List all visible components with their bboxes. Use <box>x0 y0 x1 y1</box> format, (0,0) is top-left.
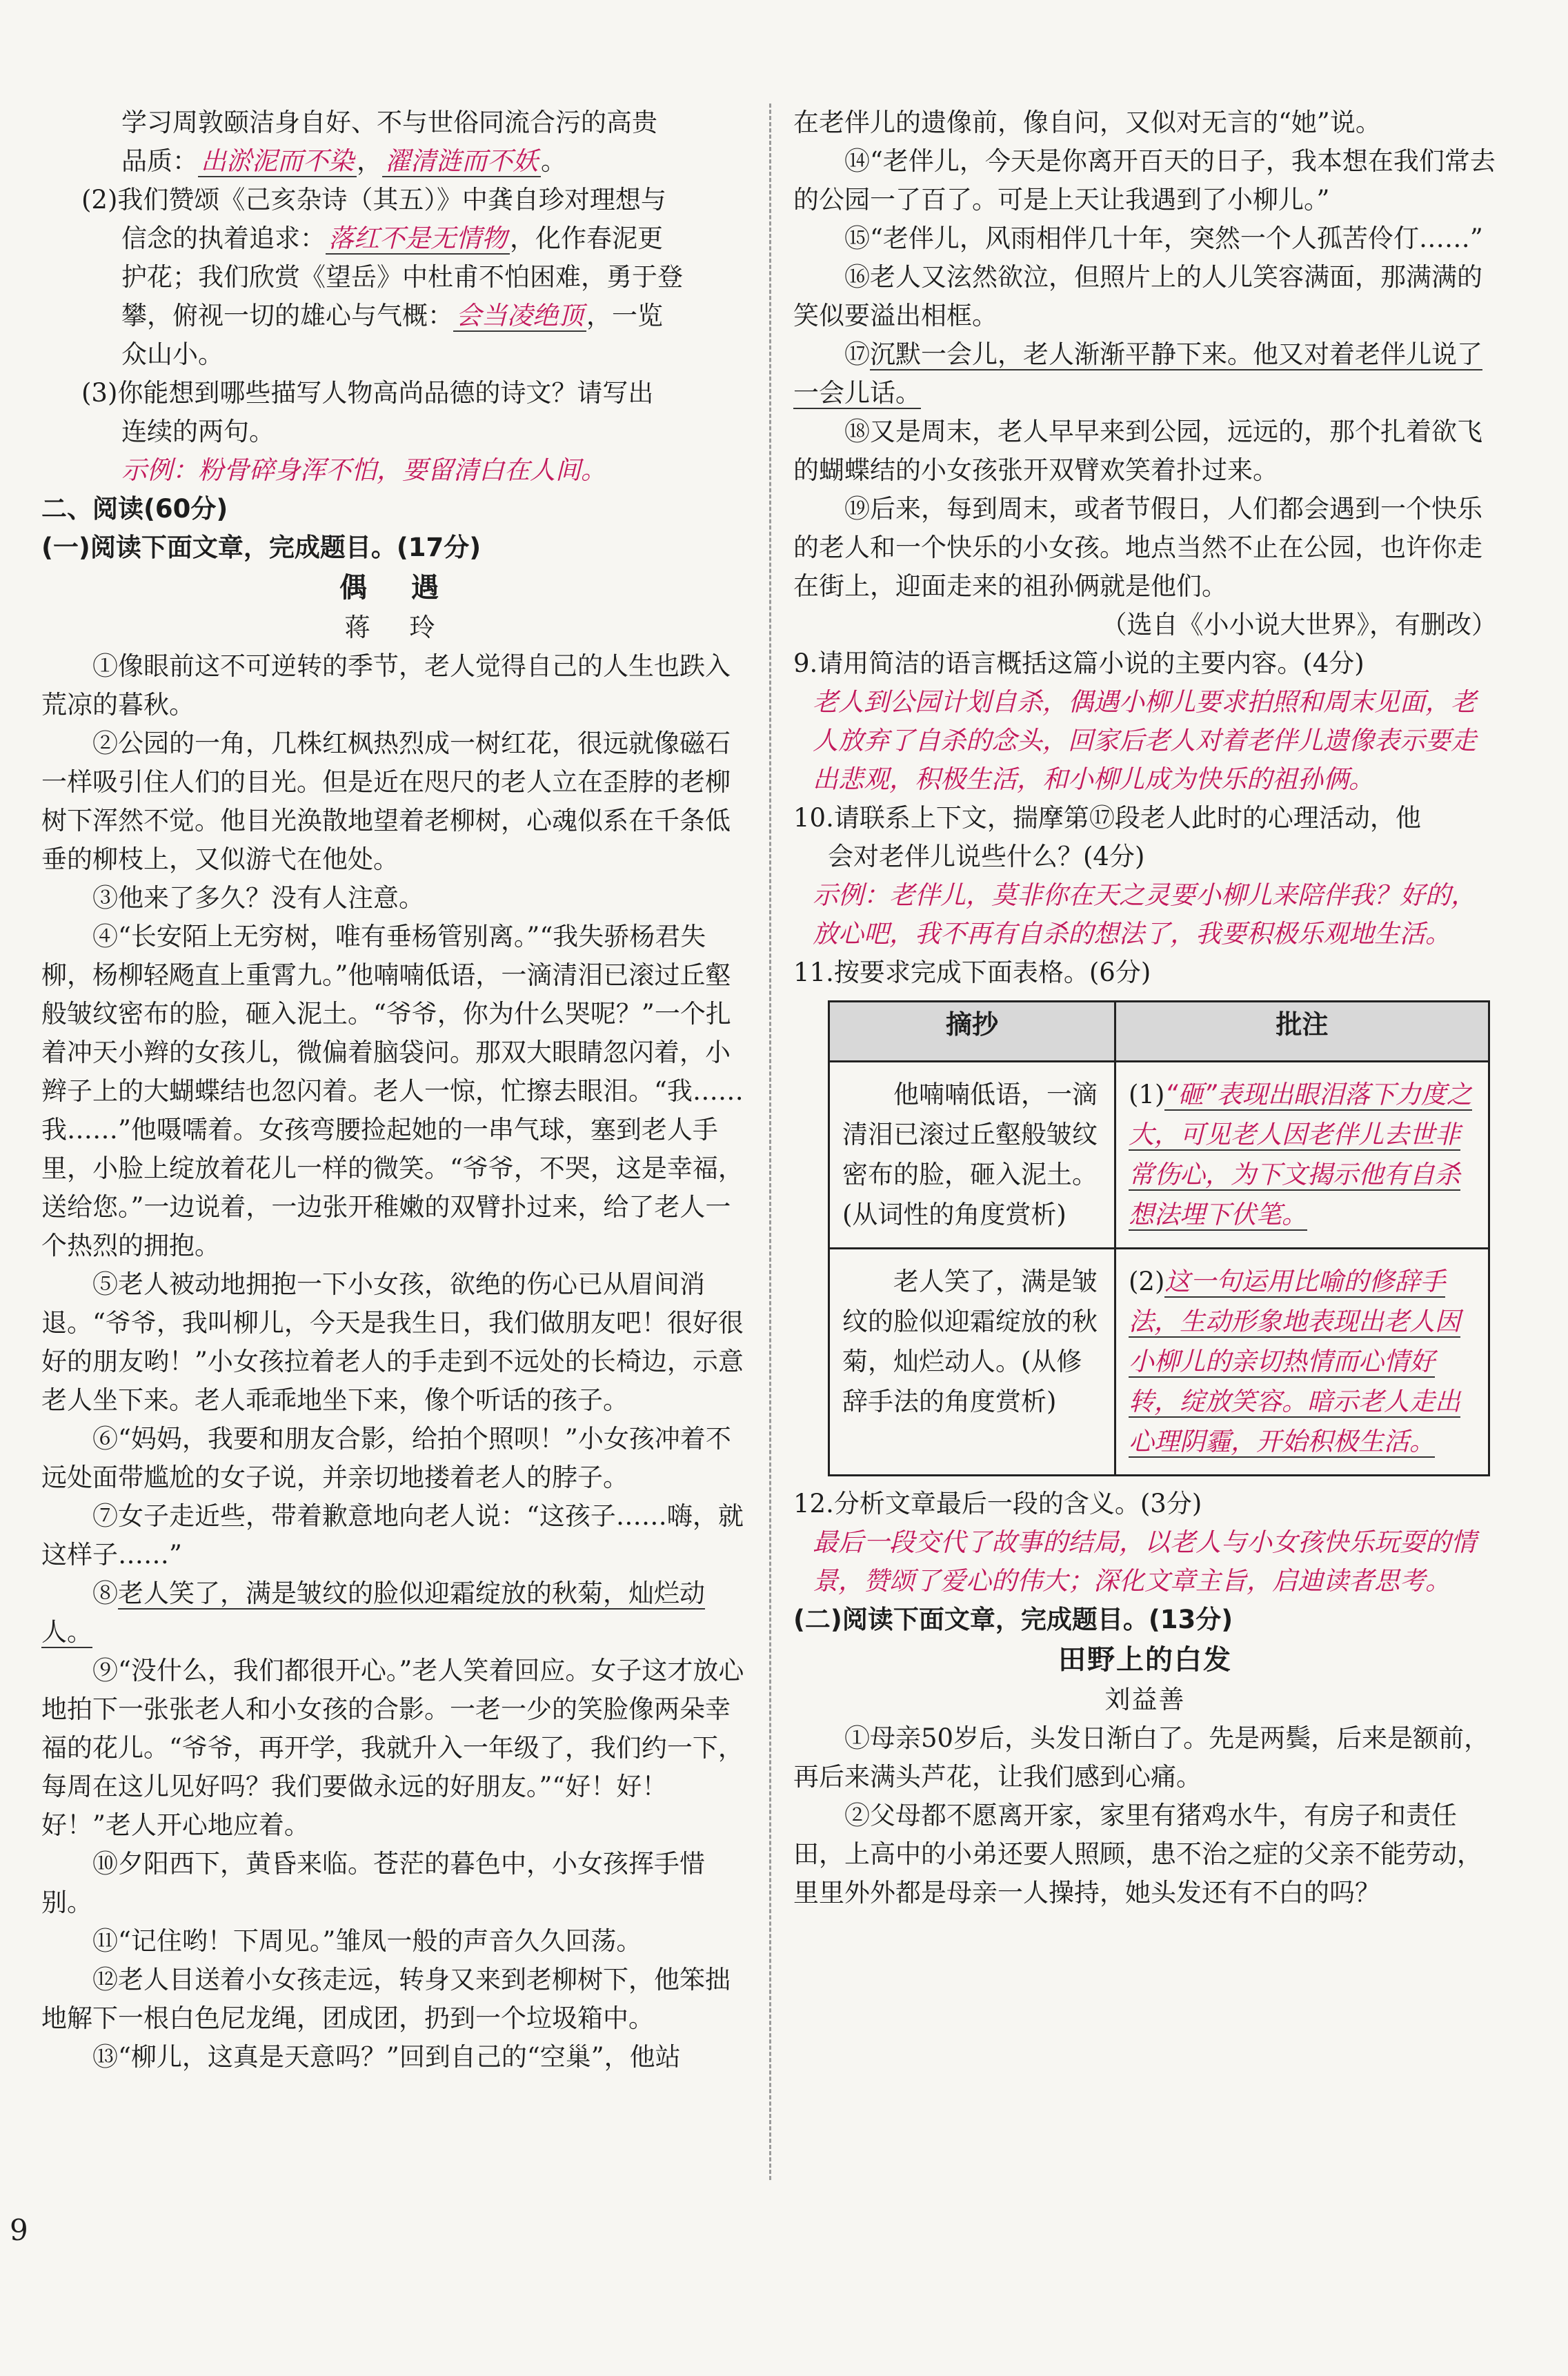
paragraph: ⑧老人笑了，满是皱纹的脸似迎霜绽放的秋菊，灿烂动人。 <box>41 1578 705 1647</box>
paragraph: ⑩夕阳西下，黄昏来临。苍茫的暮色中，小女孩挥手惜别。 <box>41 1849 705 1917</box>
table-cell: (1)“砸”表现出眼泪落下力度之大，可见老人因老伴儿去世非常伤心，为下文揭示他有自杀想法埋下伏笔。 <box>1115 1062 1489 1249</box>
underlined-sentence: 沉默一会儿，老人渐渐平静下来。他又对着老伴儿说了一会儿话。 <box>793 339 1482 408</box>
paragraph: ⑪“记住哟！下周见。”雏凤一般的声音久久回荡。 <box>92 1926 642 1956</box>
answer: 濯清涟而不妖 <box>382 146 541 177</box>
answer: “砸”表现出眼泪落下力度之大，可见老人因老伴儿去世非常伤心，为下文揭示他有自杀想法埋下伏笔。 <box>1129 1080 1472 1229</box>
question-2: (2)我们赞颂《己亥杂诗（其五）》中龚自珍对理想与 <box>81 185 666 215</box>
table-row <box>829 1249 1489 1476</box>
article-title: 田野上的白发 <box>1058 1644 1232 1676</box>
paragraph: ⑲后来，每到周末，或者节假日，人们都会遇到一个快乐的老人和一个快乐的小女孩。地点当然不止在公园，也许你走在街上，迎面走来的祖孙俩就是他们。 <box>793 494 1482 601</box>
right-column <box>793 103 1497 1912</box>
text-line: 连续的两句。 <box>121 417 275 446</box>
annotation-table <box>828 1000 1490 1476</box>
paragraph: ⑰沉默一会儿，老人渐渐平静下来。他又对着老伴儿说了一会儿话。 <box>793 339 1482 408</box>
table-header: 摘抄 <box>829 1002 1115 1062</box>
underlined-sentence: 老人笑了，满是皱纹的脸似迎霜绽放的秋菊，灿烂动人。 <box>41 1578 705 1647</box>
answer: 老人到公园计划自杀，偶遇小柳儿要求拍照和周末见面，老人放弃了自杀的念头，回家后老人对着老伴儿遗像表示要走出悲观，积极生活，和小柳儿成为快乐的祖孙俩。 <box>813 687 1476 794</box>
question-11: 11.按要求完成下面表格。(6分) <box>793 958 1151 987</box>
page-number: 9 <box>10 2213 28 2247</box>
text-line: 众山小。 <box>121 339 224 369</box>
section-heading: (一)阅读下面文章，完成题目。(17分) <box>41 533 482 562</box>
paragraph: ①母亲50岁后，头发日渐白了。先是两鬓，后来是额前，再后来满头芦花，让我们感到心痛。 <box>793 1723 1490 1792</box>
text-line: 会对老伴儿说些什么？(4分) <box>828 842 1145 871</box>
paragraph: 在老伴儿的遗像前，像自问，又似对无言的“她”说。 <box>793 108 1381 137</box>
paragraph: ③他来了多久？没有人注意。 <box>92 883 424 913</box>
source-note: （选自《小小说大世界》，有删改） <box>1101 610 1497 640</box>
answer: 示例：粉骨碎身浑不怕，要留清白在人间。 <box>121 455 606 485</box>
answer: 会当凌绝顶 <box>453 301 586 332</box>
section-heading: (二)阅读下面文章，完成题目。(13分) <box>793 1605 1233 1634</box>
paragraph: ⑦女子走近些，带着歉意地向老人说：“这孩子……嗨，就这样子……” <box>41 1501 744 1570</box>
paragraph: ⑥“妈妈，我要和朋友合影，给拍个照呗！”小女孩冲着不远处面带尴尬的女子说，并亲切地搂着老人的脖子。 <box>41 1424 731 1492</box>
answer: 示例：老伴儿，莫非你在天之灵要小柳儿来陪伴我？好的，放心吧，我不再有自杀的想法了，我要积极乐观地生活。 <box>813 880 1476 949</box>
section-heading: 二、阅读(60分) <box>41 494 228 524</box>
question-3: (3)你能想到哪些描写人物高尚品德的诗文？请写出 <box>81 378 654 408</box>
left-column <box>41 103 745 2077</box>
answer: 落红不是无情物 <box>326 224 510 255</box>
paragraph: ⑬“柳儿，这真是天意吗？”回到自己的“空巢”，他站 <box>92 2042 681 2072</box>
table-header: 批注 <box>1115 1002 1489 1062</box>
answer: 最后一段交代了故事的结局，以老人与小女孩快乐玩耍的情景，赞颂了爱心的伟大；深化文章主旨，启迪读者思考。 <box>813 1527 1476 1596</box>
text-line: 护花；我们欣赏《望岳》中杜甫不怕困难，勇于登 <box>121 262 683 292</box>
text-line: 品质： 出淤泥而不染 ， 濯清涟而不妖 。 <box>121 146 566 176</box>
question-10: 10.请联系上下文，揣摩第⑰段老人此时的心理活动，他 <box>793 803 1421 833</box>
paragraph: ②公园的一角，几株红枫热烈成一树红花，很远就像磁石一样吸引住人们的目光。但是近在咫尺的老人立在歪脖的老柳树下浑然不觉。他目光涣散地望着老柳树，心魂似系在千条低垂的柳枝上，又似游弋在他处。 <box>41 729 731 874</box>
table-cell: 他喃喃低语，一滴清泪已滚过丘壑般皱纹密布的脸，砸入泥土。(从词性的角度赏析) <box>829 1062 1115 1249</box>
paragraph: ⑨“没什么，我们都很开心。”老人笑着回应。女子这才放心地拍下一张张老人和小女孩的合影。一老一少的笑脸像两朵幸福的花儿。“爷爷，再开学，我就升入一年级了，我们约一下，每周在这儿见好吗？我们要做永远的好朋友。”“好！好！好！”老人开心地应着。 <box>41 1656 744 1840</box>
table-cell: 老人笑了，满是皱纹的脸似迎霜绽放的秋菊，灿烂动人。(从修辞手法的角度赏析) <box>829 1249 1115 1476</box>
paragraph: ⑮“老伴儿，风雨相伴几十年，突然一个人孤苦伶仃……” <box>844 224 1483 253</box>
paragraph: ⑭“老伴儿，今天是你离开百天的日子，我本想在我们常去的公园一了百了。可是上天让我遇到了小柳儿。” <box>793 146 1496 215</box>
text-line: 攀，俯视一切的雄心与气概： 会当凌绝顶 ，一览 <box>121 301 663 330</box>
paragraph: ④“长安陌上无穷树，唯有垂杨管别离。”“我失骄杨君失柳，杨柳轻飏直上重霄九。”他喃喃低语，一滴清泪已滚过丘壑般皱纹密布的脸，砸入泥土。“爷爷，你为什么哭呢？”一个扎着冲天小辫的女孩儿，微偏着脑袋问。那双大眼睛忽闪着，小辫子上的大蝴蝶结也忽闪着。老人一惊，忙擦去眼泪。“我……我……”他嗫嚅着。女孩弯腰捡起她的一串气球，塞到老人手里，小脸上绽放着花儿一样的微笑。“爷爷，不哭，这是幸福，送给您。”一边说着，一边张开稚嫩的双臂扑过来，给了老人一个热烈的拥抱。 <box>41 922 744 1260</box>
table-row <box>829 1062 1489 1249</box>
paragraph: ⑤老人被动地拥抱一下小女孩，欲绝的伤心已从眉间消退。“爷爷，我叫柳儿，今天是我生日，我们做朋友吧！很好很好的朋友哟！”小女孩拉着老人的手走到不远处的长椅边，示意老人坐下来。老人乖乖地坐下来，像个听话的孩子。 <box>41 1269 744 1415</box>
question-12: 12.分析文章最后一段的含义。(3分) <box>793 1489 1202 1518</box>
paragraph: ⑯老人又泫然欲泣，但照片上的人儿笑容满面，那满满的笑似要溢出相框。 <box>793 262 1482 330</box>
paragraph: ①像眼前这不可逆转的季节，老人觉得自己的人生也跌入荒凉的暮秋。 <box>41 651 731 720</box>
paragraph: ⑫老人目送着小女孩走远，转身又来到老柳树下，他笨拙地解下一根白色尼龙绳，团成团，扔到一个垃圾箱中。 <box>41 1965 731 2033</box>
answer: 出淤泥而不染 <box>198 146 357 177</box>
paragraph: ②父母都不愿离开家，家里有猪鸡水牛，有房子和责任田，上高中的小弟还要人照顾，患不治之症的父亲不能劳动，里里外外都是母亲一人操持，她头发还有不白的吗？ <box>793 1801 1482 1908</box>
answer: 这一句运用比喻的修辞手法，生动形象地表现出老人因小柳儿的亲切热情而心情好转，绽放笑容。暗示老人走出心理阴霾，开始积极生活。 <box>1129 1267 1460 1456</box>
article-author: 刘益善 <box>1104 1685 1186 1714</box>
question-9: 9.请用简洁的语言概括这篇小说的主要内容。(4分) <box>793 649 1364 678</box>
column-divider <box>769 103 771 2180</box>
table-cell: (2)这一句运用比喻的修辞手法，生动形象地表现出老人因小柳儿的亲切热情而心情好转，绽放笑容。暗示老人走出心理阴霾，开始积极生活。 <box>1115 1249 1489 1476</box>
text-line: 学习周敦颐洁身自好、不与世俗同流合污的高贵 <box>121 108 657 137</box>
article-author: 蒋 玲 <box>344 613 442 642</box>
article-title: 偶 遇 <box>339 572 447 604</box>
paragraph: ⑱又是周末，老人早早来到公园，远远的，那个扎着欲飞的蝴蝶结的小女孩张开双臂欢笑着扑过来。 <box>793 417 1482 485</box>
text-line: 信念的执着追求： 落红不是无情物 ，化作春泥更 <box>121 224 663 253</box>
